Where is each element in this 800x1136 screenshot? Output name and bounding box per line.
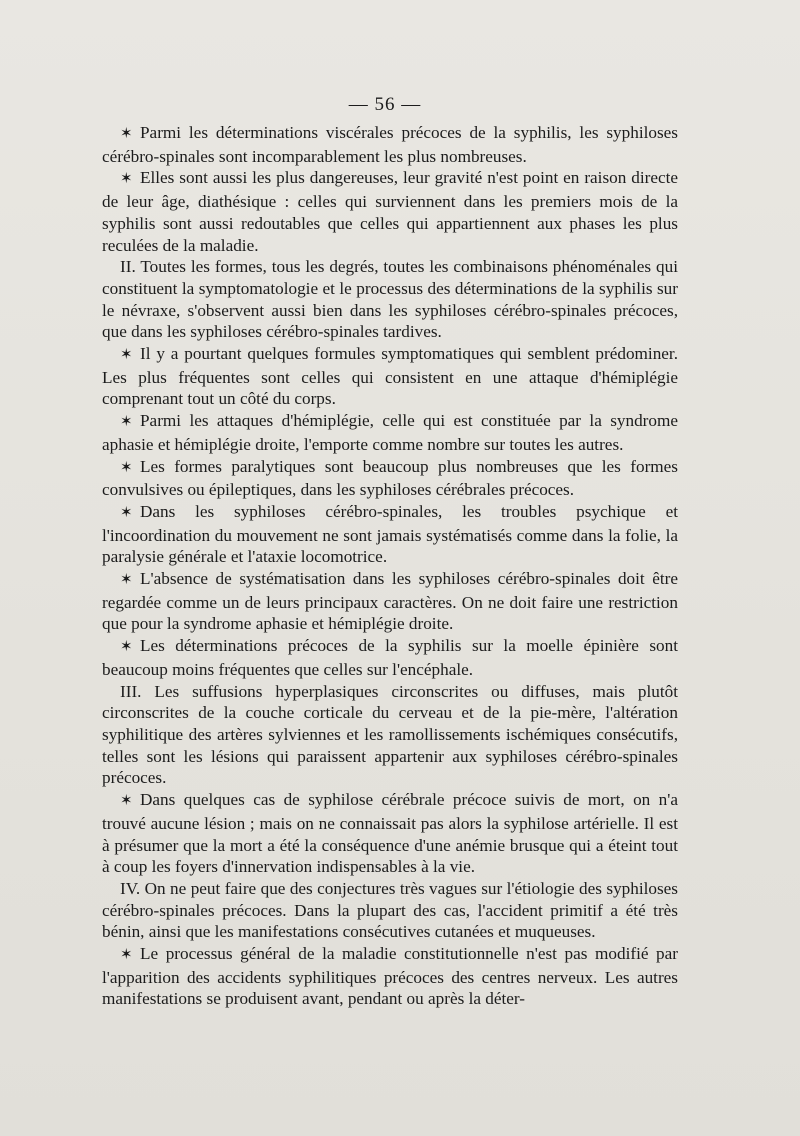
paragraph-text: Dans quelques cas de syphilose cérébrale précoce suivis de mort, on n'a trouvé aucune lésion ; mais on ne connaissait pas alors la syphilose artérielle. Il est à présumer que la mort a été la conséquence d'une anémie brusque qui a éteint tout à coup les foyers d'innervation indispensables à la vie. [102, 790, 678, 877]
paragraph-text: Dans les syphiloses cérébro-spinales, les troubles psychique et l'incoordination du mouvement ne sont jamais systématisés comme dans la folie, la paralysie générale et l'ataxie locomotrice. [102, 501, 678, 567]
paragraph [102, 410, 678, 455]
paragraph-text: Les formes paralytiques sont beaucoup plus nombreuses que les formes convulsives ou épileptiques, dans les syphiloses cérébrales précoces. [102, 456, 678, 500]
paragraph [102, 789, 678, 878]
paragraph-text: L'absence de systématisation dans les syphiloses cérébro-spinales doit être regardée comme un de leurs principaux caractères. On ne doit faire une restriction que pour la syndrome aphasie et hémiplégie droite. [102, 569, 678, 634]
paragraph [102, 681, 678, 790]
paragraph-text: Parmi les déterminations viscérales précoces de la syphilis, les syphiloses cérébro-spinales sont incomparablement les plus nombreuses. [102, 123, 678, 166]
asterisk-mark-icon: ✶ [120, 347, 133, 364]
paragraph [102, 568, 678, 635]
paragraph [102, 256, 678, 343]
paragraph-text: III. Les suffusions hyperplasiques circonscrites ou diffuses, mais plutôt circonscrites de la couche corticale du cerveau et de la pie-mère, l'altération syphilitique des artères sylviennes et les ramollissements ischémiques consécutifs, telles sont les lésions qui paraissent appartenir aux syphiloses cérébro-spinales précoces. [102, 681, 678, 788]
paragraph-text: Parmi les attaques d'hémiplégie, celle qui est constituée par la syndrome aphasie et hémiplégie droite, l'emporte comme nombre sur toutes les autres. [102, 411, 678, 454]
paragraph [102, 343, 678, 410]
asterisk-mark-icon: ✶ [120, 572, 133, 589]
asterisk-mark-icon: ✶ [120, 126, 133, 142]
page-number: — 56 — [348, 94, 422, 115]
asterisk-mark-icon: ✶ [120, 414, 133, 431]
paragraph [102, 167, 678, 256]
paragraph [102, 635, 678, 680]
paragraph-text: IV. On ne peut faire que des conjectures très vagues sur l'étiologie des syphiloses cérébro-spinales précoces. Dans la plupart des cas, l'accident primitif a été très bénin, ainsi que les manifestations consécutives cutanées et muqueuses. [102, 878, 678, 942]
paragraph [102, 456, 678, 501]
asterisk-mark-icon: ✶ [120, 459, 133, 476]
paragraph [102, 501, 678, 568]
asterisk-mark-icon: ✶ [120, 793, 133, 810]
paragraph [102, 878, 678, 943]
asterisk-mark-icon: ✶ [120, 171, 133, 188]
paragraph-text: Le processus général de la maladie constitutionnelle n'est pas modifié par l'apparition des accidents syphilitiques précoces des centres nerveux. Les autres manifestations se produisent avant, pendant ou après la déter- [102, 944, 678, 1009]
asterisk-mark-icon: ✶ [120, 947, 133, 964]
paragraph-text: Elles sont aussi les plus dangereuses, leur gravité n'est point en raison directe de leur âge, diathésique : celles qui surviennent dans les premiers mois de la syphilis sont aussi redoutables que celles qui appartiennent aux phases les plus reculées de la maladie. [102, 168, 678, 255]
paragraph-text: II. Toutes les formes, tous les degrés, toutes les combinaisons phénoménales qui constituent la symptomatologie et le processus des déterminations de la syphilis sur le névraxe, s'observent aussi bien dans les syphiloses cérébro-spinales précoces, que dans les syphiloses cérébro-spinales tardives. [102, 257, 678, 342]
paragraph [102, 122, 678, 167]
paragraph [102, 943, 678, 1010]
paragraph-text: Les déterminations précoces de la syphilis sur la moelle épinière sont beaucoup moins fréquentes que celles sur l'encéphale. [102, 636, 678, 679]
paragraph-text: Il y a pourtant quelques formules symptomatiques qui semblent prédominer. Les plus fréquentes sont celles qui consistent en une attaque d'hémiplégie comprenant tout un côté du corps. [102, 344, 678, 409]
asterisk-mark-icon: ✶ [120, 504, 133, 521]
asterisk-mark-icon: ✶ [120, 639, 133, 656]
body-text [102, 122, 678, 1010]
